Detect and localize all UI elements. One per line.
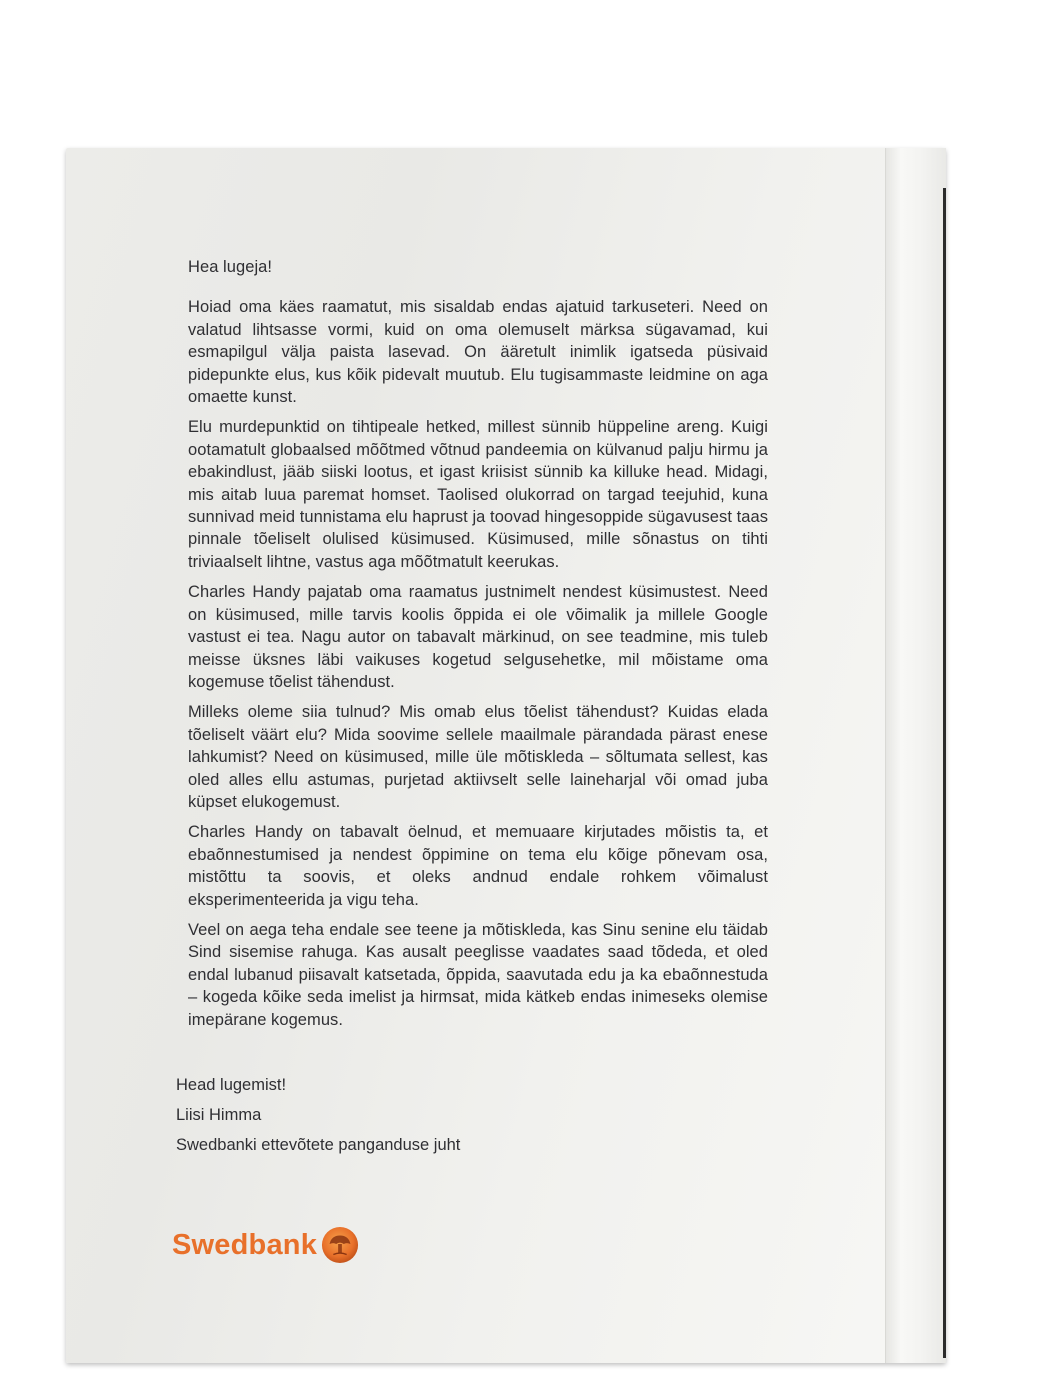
letter-paragraph: Hoiad oma käes raamatut, mis sisaldab endas ajatuid tarkuseteri. Need on valatud lihtsasse vormi, kuid on oma olemuselt märksa sügavamad, kui esmapilgul välja paista lasevad. On ääretult inimlik igatseda püsivaid pidepunkte elus, kus kõik pidevalt muutub. Elu tugisammaste leidmine on aga omaette kunst. xyxy=(188,298,768,407)
letter-paragraph: Milleks oleme siia tulnud? Mis omab elus tõelist tähendust? Kuidas elada tõeliselt väärt elu? Mida soovime sellele maailmale pärandada pärast enese lahkumist? Need on küsimused, mille üle mõtiskleda – sõltumata sellest, kas oled alles ellu astumas, purjetad aktiivselt selle laineharjal või omad juba küpset elukogemust. xyxy=(188,703,768,811)
letter-paragraph: Elu murdepunktid on tihtipeale hetked, millest sünnib hüppeline areng. Kuigi ootamatult globaalsed mõõtmed võtnud pandeemia on külvanud palju hirmu ja ebakindlust, jääb siiski lootus, et igast kriisist sünnib ka killuke head. Midagi, mis aitab luua paremat homset. Taolised olukorrad on targad teejuhid, kuna sunnivad meid tunnistama elu haprust ja toovad hingesoppide sügavusest taas pinnale tõeliselt olulised küsimused. Küsimused, mille sõnastus on tihti triviaalselt lihtne, vastus aga mõõtmatult keerukas. xyxy=(188,418,768,571)
logo-wordmark: Swedbank xyxy=(172,1228,318,1261)
signature-name: Liisi Himma xyxy=(176,1106,262,1124)
book-back-cover xyxy=(66,148,946,1363)
letter-signoff xyxy=(176,1070,460,1160)
closing-line: Head lugemist! xyxy=(176,1076,287,1094)
letter-paragraph: Charles Handy on tabavalt öelnud, et memuaare kirjutades mõistis ta, et ebaõnnestumised ja nendest õppimine on tema elu kõige põnevam osa, mistõttu ta soovis, et oleks andnud endale rohkem võimalust eksperimenteerida ja vigu teha. xyxy=(188,823,768,909)
cover-surface xyxy=(66,148,886,1363)
signature-title: Swedbanki ettevõtete panganduse juht xyxy=(176,1136,461,1154)
letter-paragraph: Veel on aega teha endale see teene ja mõtiskleda, kas Sinu senine elu täidab Sind sisemise rahuga. Kas ausalt peeglisse vaadates saad tõdeda, et oled endal lubanud piisavalt katsetada, õppida, saavutada edu ja ka ebaõnnestuda – kogeda kõike seda imelist ja hirmsat, mida kätkeb endas inimeseks olemise imepärane kogemus. xyxy=(188,920,768,1029)
oak-tree-icon xyxy=(321,1226,359,1264)
letter-body xyxy=(188,256,768,1039)
spine-edge-shadow xyxy=(943,188,946,1358)
letter-greeting: Hea lugeja! xyxy=(188,258,273,276)
swedbank-logo xyxy=(172,1226,359,1264)
book-spine xyxy=(885,148,946,1363)
letter-paragraph: Charles Handy pajatab oma raamatus justnimelt nendest küsimustest. Need on küsimused, mille tarvis koolis õppida ei ole võimalik ja millele Google vastust ei tea. Nagu autor on tabavalt märkinud, on see teadmine, mis tuleb meisse üksnes läbi vaikuses kogetud selgusehetke, mil mõistame oma kogemuse tõelist tähendust. xyxy=(188,583,768,691)
